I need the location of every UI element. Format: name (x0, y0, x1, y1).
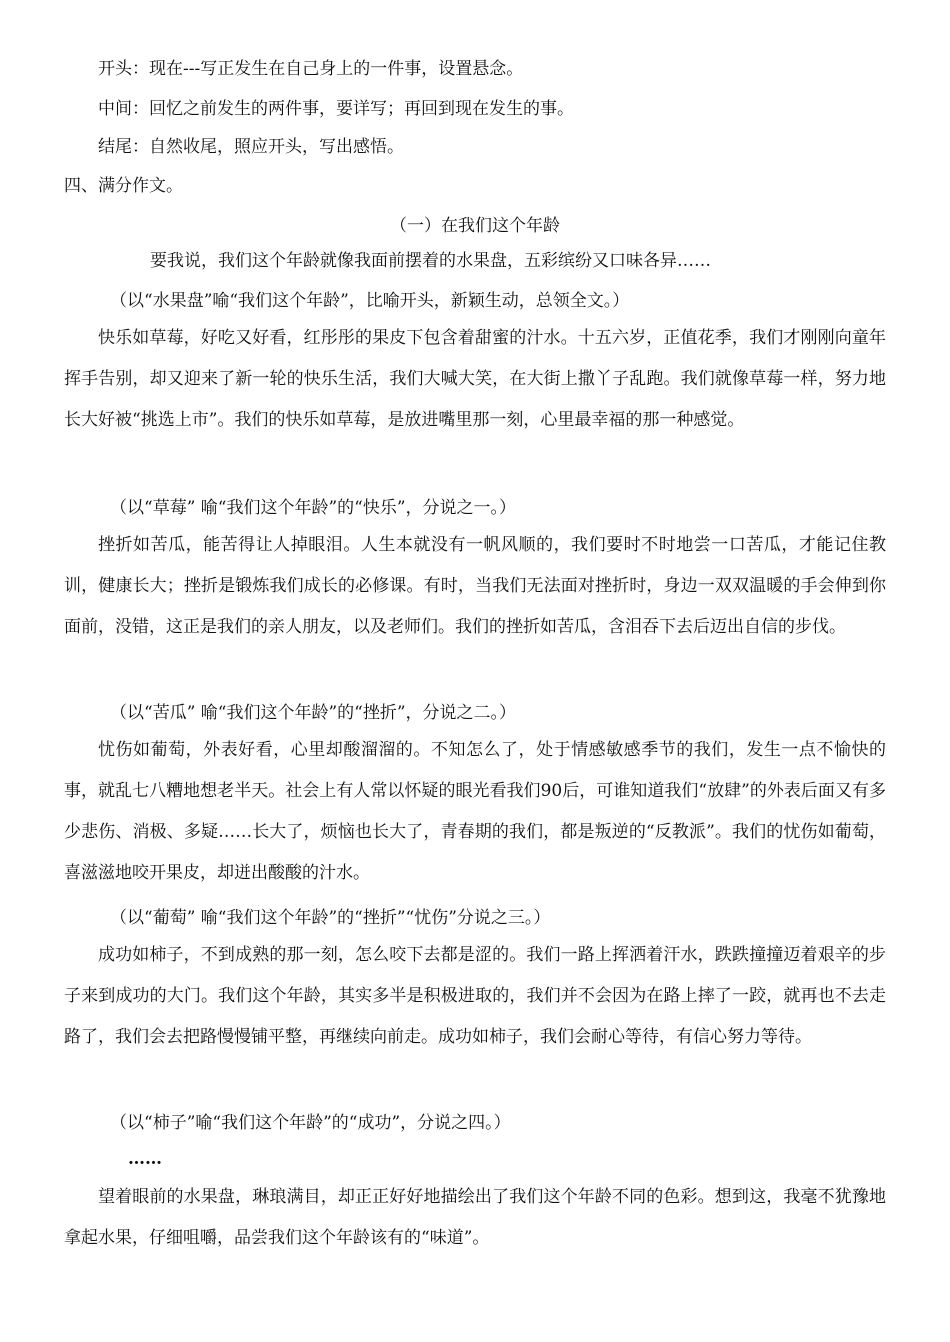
grape-annotation: （以“葡萄” 喻“我们这个年龄”的“挫折”“忧伤”分说之三。） (110, 908, 551, 928)
outline-ending: 结尾：自然收尾，照应开头，写出感悟。 (98, 137, 404, 157)
essay-title: （一）在我们这个年龄 (390, 216, 560, 236)
bitter-melon-annotation: （以“苦瓜” 喻“我们这个年龄”的“挫折”，分说之二。） (110, 703, 517, 723)
outline-middle: 中间：回忆之前发生的两件事，要详写；再回到现在发生的事。 (98, 99, 574, 119)
paragraph-persimmon: 成功如柿子，不到成熟的那一刻，怎么咬下去都是涩的。我们一路上挥洒着汗水，跌跌撞撞迈着艰辛的步子来到成功的大门。我们这个年龄，其实多半是积极进取的，我们并不会因为在路上摔了一跤，就再也不去走路了，我们会去把路慢慢铺平整，再继续向前走。成功如柿子，我们会耐心等待，有信心努力等待。 (64, 945, 886, 1047)
persimmon-annotation: （以“柿子”喻“我们这个年龄”的“成功”，分说之四。） (110, 1113, 511, 1133)
paragraph-conclusion: 望着眼前的水果盘，琳琅满目，却正正好好地描绘出了我们这个年龄不同的色彩。想到这，我毫不犹豫地拿起水果，仔细咀嚼，品尝我们这个年龄该有的“味道”。 (64, 1187, 886, 1248)
paragraph-bitter-melon: 挫折如苦瓜，能苦得让人掉眼泪。人生本就没有一帆风顺的，我们要时不时地尝一口苦瓜，才能记住教训，健康长大；挫折是锻炼我们成长的必修课。有时，当我们无法面对挫折时，身边一双双温暖的手会伸到你面前，没错，这正是我们的亲人朋友，以及老师们。我们的挫折如苦瓜，含泪吞下去后迈出自信的步伐。 (64, 535, 886, 637)
section-heading: 四、满分作文。 (64, 176, 183, 196)
omission-ellipsis: …… (128, 1149, 162, 1169)
intro-annotation: （以“水果盘”喻“我们这个年龄”，比喻开头，新颖生动，总领全文。） (110, 291, 630, 311)
paragraph-grape: 忧伤如葡萄，外表好看，心里却酸溜溜的。不知怎么了，处于情感敏感季节的我们，发生一点不愉快的事，就乱七八糟地想老半天。社会上有人常以怀疑的眼光看我们90后，可谁知道我们“放肆”的外表后面又有多少悲伤、消极、多疑……长大了，烦恼也长大了，青春期的我们，都是叛逆的“反教派”。我们的忧伤如葡萄，喜滋滋地咬开果皮，却迸出酸酸的汁水。 (64, 740, 886, 883)
strawberry-annotation: （以“草莓” 喻“我们这个年龄”的“快乐”，分说之一。） (110, 498, 517, 518)
essay-intro: 要我说，我们这个年龄就像我面前摆着的水果盘，五彩缤纷又口味各异…… (150, 251, 711, 271)
paragraph-strawberry: 快乐如草莓，好吃又好看，红彤彤的果皮下包含着甜蜜的汁水。十五六岁，正值花季，我们才刚刚向童年挥手告别，却又迎来了新一轮的快乐生活，我们大喊大笑，在大街上撒丫子乱跑。我们就像草莓一样，努力地长大好被“挑选上市”。我们的快乐如草莓，是放进嘴里那一刻，心里最幸福的那一种感觉。 (64, 328, 886, 430)
outline-opening: 开头：现在---写正发生在自己身上的一件事，设置悬念。 (98, 59, 524, 79)
